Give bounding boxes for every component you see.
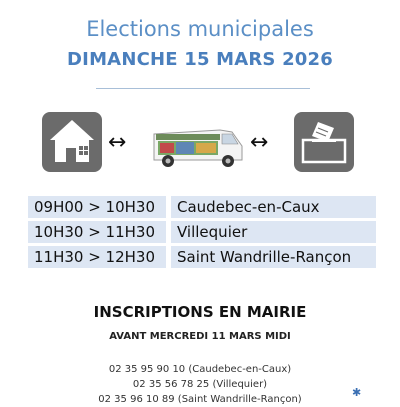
double-arrow-icon: ↔ [108,130,127,155]
schedule-row [28,246,376,268]
registration-deadline: AVANT MERCREDI 11 MARS MIDI [109,331,291,342]
location: Caudebec-en-Caux [171,196,376,218]
schedule-row [28,196,376,218]
divider [96,88,310,89]
phone-number: 02 35 95 90 10 (Caudebec-en-Caux) [108,364,292,375]
location: Villequier [171,221,376,243]
election-date: DIMANCHE 15 MARS 2026 [67,49,333,70]
time-slot: 11H30 > 12H30 [28,246,166,268]
phone-number: 02 35 56 78 25 (Villequier) [132,379,268,390]
campaign-bus-image [150,120,246,170]
location: Saint Wandrille-Rançon [171,246,376,268]
house-icon [42,112,102,172]
star-icon: ✱ [352,387,362,399]
ballot-box-icon [294,112,354,172]
schedule-row [28,221,376,243]
time-slot: 10H30 > 11H30 [28,221,166,243]
schedule-table [28,196,376,271]
phone-number: 02 35 96 10 89 (Saint Wandrille-Rançon) [98,394,302,405]
time-slot: 09H00 > 10H30 [28,196,166,218]
double-arrow-icon: ↔ [250,130,269,155]
page-title: Elections municipales [86,17,314,41]
phone-list [0,362,400,407]
registration-title: INSCRIPTIONS EN MAIRIE [93,303,307,321]
